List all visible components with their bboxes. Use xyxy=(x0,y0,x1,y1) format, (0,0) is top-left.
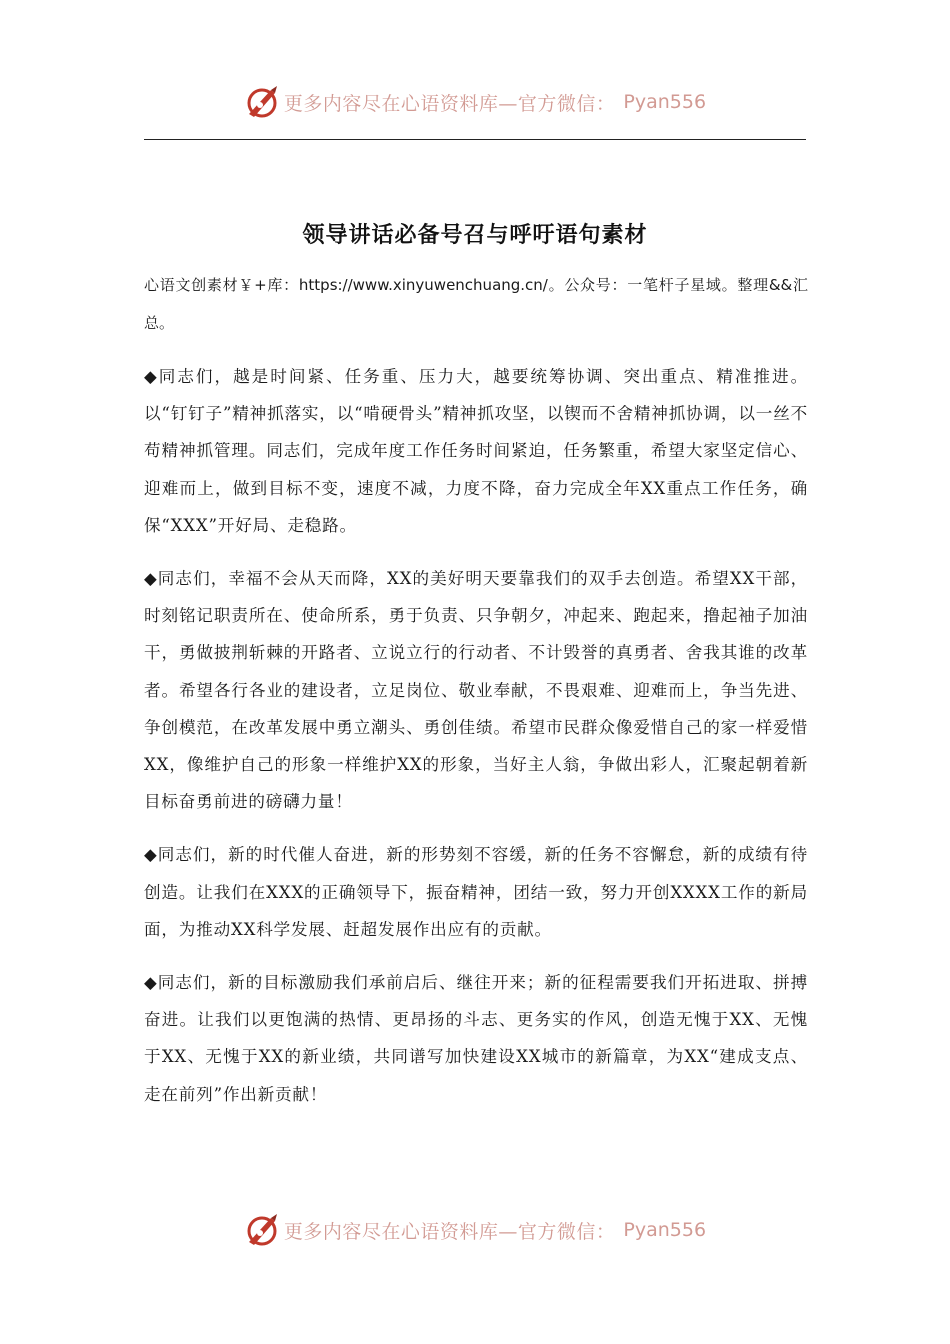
paragraph: ◆同志们，新的目标激励我们承前启后、继往开来；新的征程需要我们开拓进取、拼搏奋进。让我们以更饱满的热情、更昂扬的斗志、更务实的作风，创造无愧于XX、无愧于XX、无愧于XX的新业绩，共同谱写加快建设XX城市的新篇章，为XX“建成支点、走在前列”作出新贡献！ xyxy=(144,973,808,1104)
banner-wechat-id: Pyan556 xyxy=(623,91,707,113)
paragraph: ◆同志们，越是时间紧、任务重、压力大，越要统筹协调、突出重点、精准推进。以“钉钉子”精神抓落实，以“啃硬骨头”精神抓攻坚，以锲而不舍精神抓协调，以一丝不苟精神抓管理。同志们，完成年度工作任务时间紧迫，任务繁重，希望大家坚定信心、迎难而上，做到目标不变，速度不减，力度不降，奋力完成全年XX重点工作任务，确保“XXX”开好局、走稳路。 xyxy=(144,367,808,535)
banner-wechat-id: Pyan556 xyxy=(623,1219,707,1241)
page-title: 领导讲话必备号召与呼吁语句素材 xyxy=(302,222,648,248)
paragraph: ◆同志们，新的时代催人奋进，新的形势刻不容缓，新的任务不容懈怠，新的成绩有待创造。让我们在XXX的正确领导下，振奋精神，团结一致，努力开创XXXX工作的新局面，为推动XX科学发展、赶超发展作出应有的贡献。 xyxy=(144,845,808,939)
pen-logo-icon xyxy=(244,84,280,120)
intro-line: 心语文创素材￥+库：https://www.xinyuwenchuang.cn/。公众号：一笔杆子星域。整理&&汇总。 xyxy=(144,276,808,332)
paragraph: ◆同志们，幸福不会从天而降，XX的美好明天要靠我们的双手去创造。希望XX干部，时刻铭记职责所在、使命所系，勇于负责、只争朝夕，冲起来、跑起来，撸起袖子加油干，勇做披荆斩棘的开路者、立说立行的行动者、不计毁誉的真勇者、舍我其谁的改革者。希望各行各业的建设者，立足岗位、敬业奉献，不畏艰难、迎难而上，争当先进、争创模范，在改革发展中勇立潮头、勇创佳绩。希望市民群众像爱惜自己的家一样爱惜XX，像维护自己的形象一样维护XX的形象，当好主人翁，争做出彩人，汇聚起朝着新目标奋勇前进的磅礴力量！ xyxy=(144,569,808,812)
header-divider xyxy=(144,139,806,140)
banner-text: 更多内容尽在心语资料库—官方微信： xyxy=(283,1220,616,1243)
footer-banner xyxy=(0,1210,950,1250)
pen-logo-icon xyxy=(244,1212,280,1248)
banner-text: 更多内容尽在心语资料库—官方微信： xyxy=(283,92,616,115)
document-body xyxy=(144,267,808,1129)
header-banner xyxy=(0,82,950,122)
